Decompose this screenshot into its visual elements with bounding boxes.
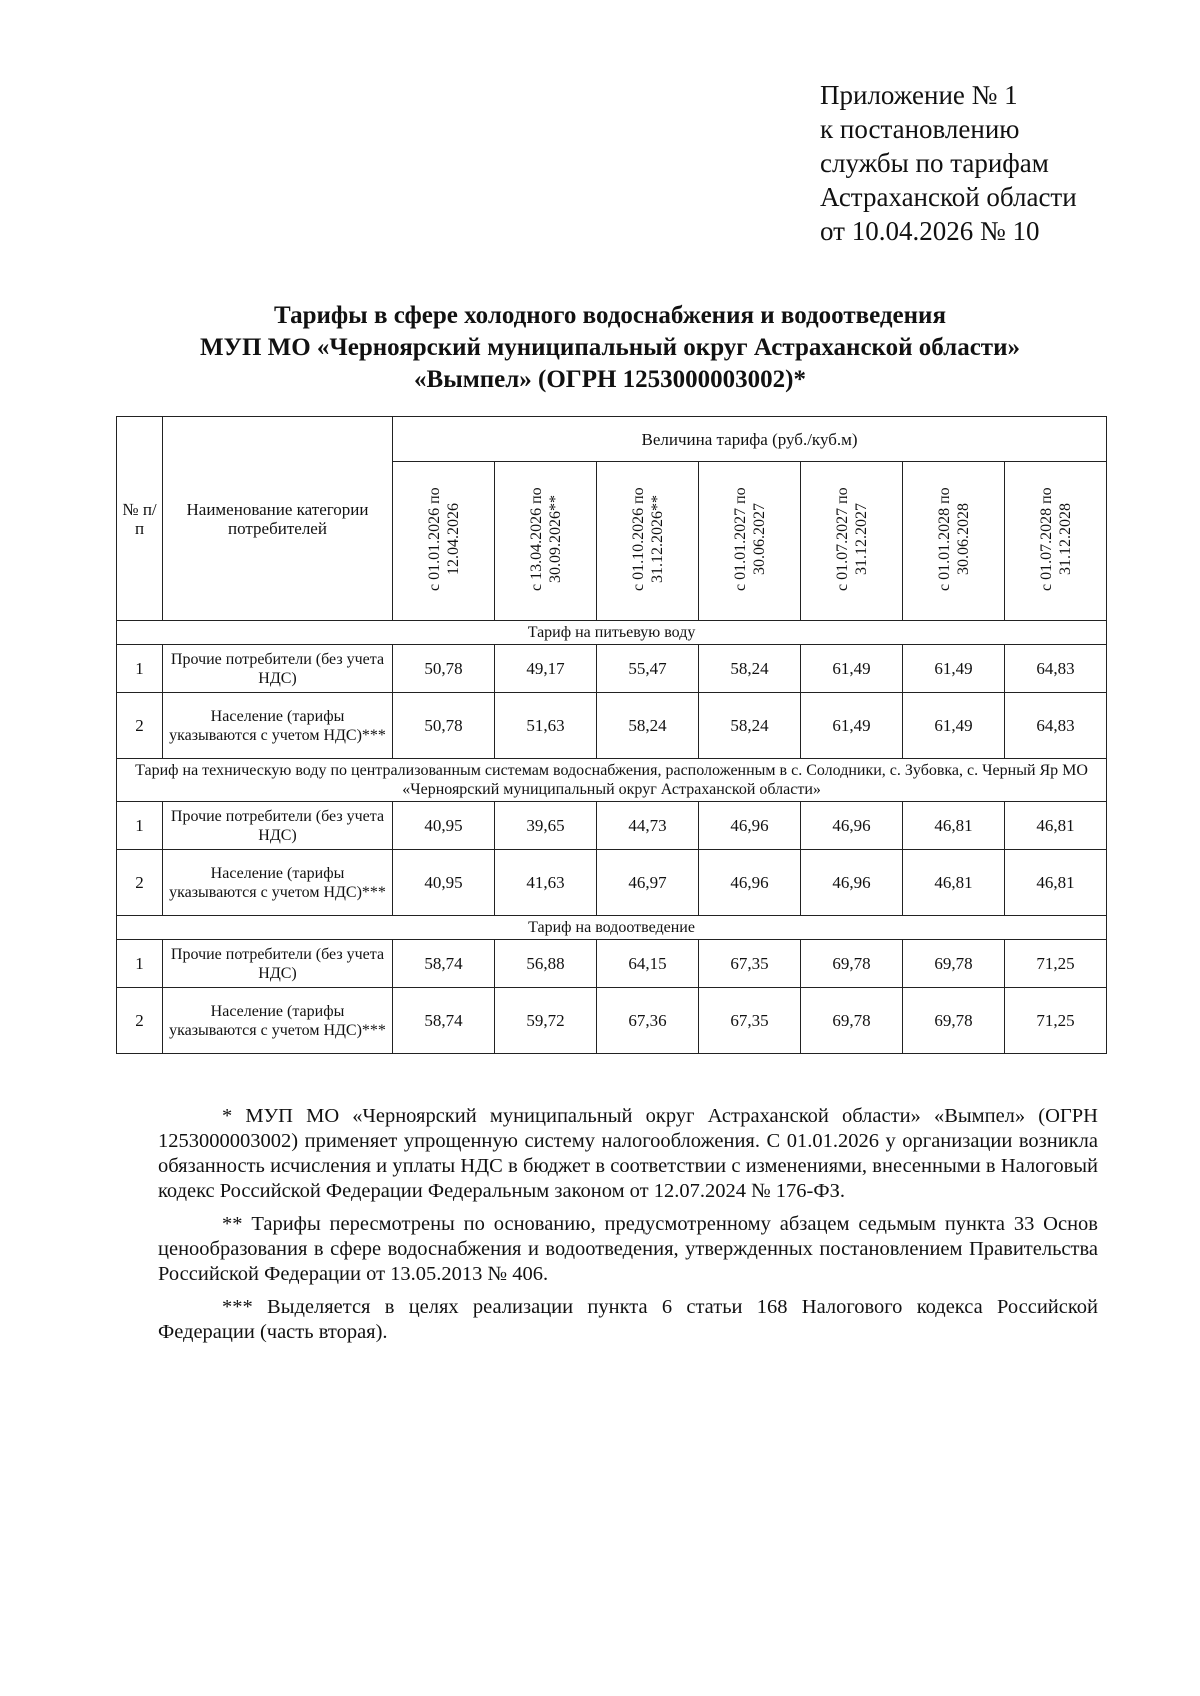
tariff-cell: 55,47 <box>597 645 699 693</box>
annex-line: Приложение № 1 <box>820 80 1018 110</box>
tariff-cell: 64,15 <box>597 940 699 988</box>
tariff-value-header: Величина тарифа (руб./куб.м) <box>393 417 1107 462</box>
row-num: 1 <box>117 940 163 988</box>
row-category: Прочие потребители (без учета НДС) <box>163 645 393 693</box>
tariff-cell: 58,74 <box>393 988 495 1054</box>
tariff-cell: 46,96 <box>801 802 903 850</box>
table-row <box>117 940 1107 988</box>
tariff-cell: 46,81 <box>903 850 1005 916</box>
section-title: Тариф на питьевую воду <box>117 621 1107 645</box>
tariff-cell: 46,96 <box>699 850 801 916</box>
tariff-cell: 44,73 <box>597 802 699 850</box>
row-num: 2 <box>117 850 163 916</box>
title-line: «Вымпел» (ОГРН 1253000003002)* <box>414 366 806 393</box>
row-num: 1 <box>117 802 163 850</box>
period-label: с 13.04.2026 по 30.09.2026** <box>527 487 564 591</box>
period-header <box>597 462 699 621</box>
period-header <box>903 462 1005 621</box>
tariff-cell: 67,35 <box>699 988 801 1054</box>
tariff-cell: 50,78 <box>393 693 495 759</box>
tariff-cell: 69,78 <box>903 940 1005 988</box>
tariff-cell: 49,17 <box>495 645 597 693</box>
row-category: Население (тарифы указываются с учетом НДС)*** <box>163 988 393 1054</box>
tariff-cell: 64,83 <box>1005 645 1107 693</box>
tariff-cell: 69,78 <box>801 940 903 988</box>
tariff-cell: 46,81 <box>903 802 1005 850</box>
period-label: с 01.01.2026 по 12.04.2026 <box>425 487 462 591</box>
section-title: Тариф на водоотведение <box>117 916 1107 940</box>
section-title: Тариф на техническую воду по централизованным системам водоснабжения, расположенным в с. Солодники, с. Зубовка, с. Черный Яр МО «Черноярский муниципальный округ Астраханской области» <box>117 759 1107 802</box>
tariff-cell: 58,24 <box>597 693 699 759</box>
row-category: Прочие потребители (без учета НДС) <box>163 940 393 988</box>
section-row <box>117 759 1107 802</box>
tariff-cell: 61,49 <box>903 645 1005 693</box>
table-row <box>117 645 1107 693</box>
col-category-header: Наименование категории потребителей <box>163 417 393 621</box>
tariff-cell: 71,25 <box>1005 988 1107 1054</box>
period-header <box>699 462 801 621</box>
footnote-3: *** Выделяется в целях реализации пункта 6 статьи 168 Налогового кодекса Российской Федерации (часть вторая). <box>158 1296 1098 1343</box>
tariff-cell: 69,78 <box>903 988 1005 1054</box>
tariff-cell: 58,24 <box>699 645 801 693</box>
period-header <box>1005 462 1107 621</box>
tariff-cell: 61,49 <box>801 693 903 759</box>
period-header <box>393 462 495 621</box>
tariff-cell: 58,74 <box>393 940 495 988</box>
row-num: 2 <box>117 693 163 759</box>
period-label: с 01.01.2028 по 30.06.2028 <box>935 487 972 591</box>
table-row <box>117 850 1107 916</box>
tariff-cell: 64,83 <box>1005 693 1107 759</box>
tariff-cell: 67,35 <box>699 940 801 988</box>
tariff-cell: 71,25 <box>1005 940 1107 988</box>
tariff-cell: 46,81 <box>1005 850 1107 916</box>
document-title <box>120 300 1100 396</box>
section-row <box>117 621 1107 645</box>
footnote-2: ** Тарифы пересмотрены по основанию, предусмотренному абзацем седьмым пункта 33 Основ ценообразования в сфере водоснабжения и водоотведения, утвержденных постановлением Правительства Российской Федерации от 13.05.2013 № 406. <box>158 1213 1098 1285</box>
col-num-header: № п/п <box>117 417 163 621</box>
annex-line: от 10.04.2026 № 10 <box>820 216 1040 246</box>
tariff-cell: 69,78 <box>801 988 903 1054</box>
tariff-cell: 39,65 <box>495 802 597 850</box>
footnote-1: * МУП МО «Черноярский муниципальный округ Астраханской области» «Вымпел» (ОГРН 1253000003002) применяет упрощенную систему налогообложения. С 01.01.2026 у организации возникла обязанность исчисления и уплаты НДС в бюджет в соответствии с изменениями, внесенными в Налоговый кодекс Российской Федерации Федеральным законом от 12.07.2024 № 176-ФЗ. <box>158 1105 1098 1202</box>
annex-line: к постановлению <box>820 114 1020 144</box>
row-category: Население (тарифы указываются с учетом НДС)*** <box>163 850 393 916</box>
period-label: с 01.01.2027 по 30.06.2027 <box>731 487 768 591</box>
row-num: 2 <box>117 988 163 1054</box>
annex-line: службы по тарифам <box>820 148 1049 178</box>
table-row <box>117 693 1107 759</box>
tariff-cell: 61,49 <box>801 645 903 693</box>
footnotes <box>158 1104 1098 1353</box>
row-category: Прочие потребители (без учета НДС) <box>163 802 393 850</box>
tariff-cell: 67,36 <box>597 988 699 1054</box>
tariff-cell: 56,88 <box>495 940 597 988</box>
table-row <box>117 802 1107 850</box>
period-header <box>801 462 903 621</box>
tariff-table <box>116 416 1107 1054</box>
tariff-cell: 46,81 <box>1005 802 1107 850</box>
tariff-cell: 59,72 <box>495 988 597 1054</box>
title-line: Тарифы в сфере холодного водоснабжения и водоотведения <box>274 302 946 329</box>
title-line: МУП МО «Черноярский муниципальный округ Астраханской области» <box>200 334 1020 361</box>
annex-header <box>820 78 1077 248</box>
period-label: с 01.10.2026 по 31.12.2026** <box>629 487 666 591</box>
tariff-cell: 50,78 <box>393 645 495 693</box>
period-header <box>495 462 597 621</box>
period-label: с 01.07.2028 по 31.12.2028 <box>1037 487 1074 591</box>
tariff-cell: 46,96 <box>699 802 801 850</box>
tariff-cell: 46,96 <box>801 850 903 916</box>
tariff-cell: 58,24 <box>699 693 801 759</box>
tariff-cell: 40,95 <box>393 802 495 850</box>
annex-line: Астраханской области <box>820 182 1077 212</box>
tariff-cell: 61,49 <box>903 693 1005 759</box>
period-label: с 01.07.2027 по 31.12.2027 <box>833 487 870 591</box>
row-category: Население (тарифы указываются с учетом НДС)*** <box>163 693 393 759</box>
tariff-cell: 41,63 <box>495 850 597 916</box>
tariff-cell: 40,95 <box>393 850 495 916</box>
section-row <box>117 916 1107 940</box>
tariff-cell: 46,97 <box>597 850 699 916</box>
table-row <box>117 988 1107 1054</box>
tariff-cell: 51,63 <box>495 693 597 759</box>
row-num: 1 <box>117 645 163 693</box>
